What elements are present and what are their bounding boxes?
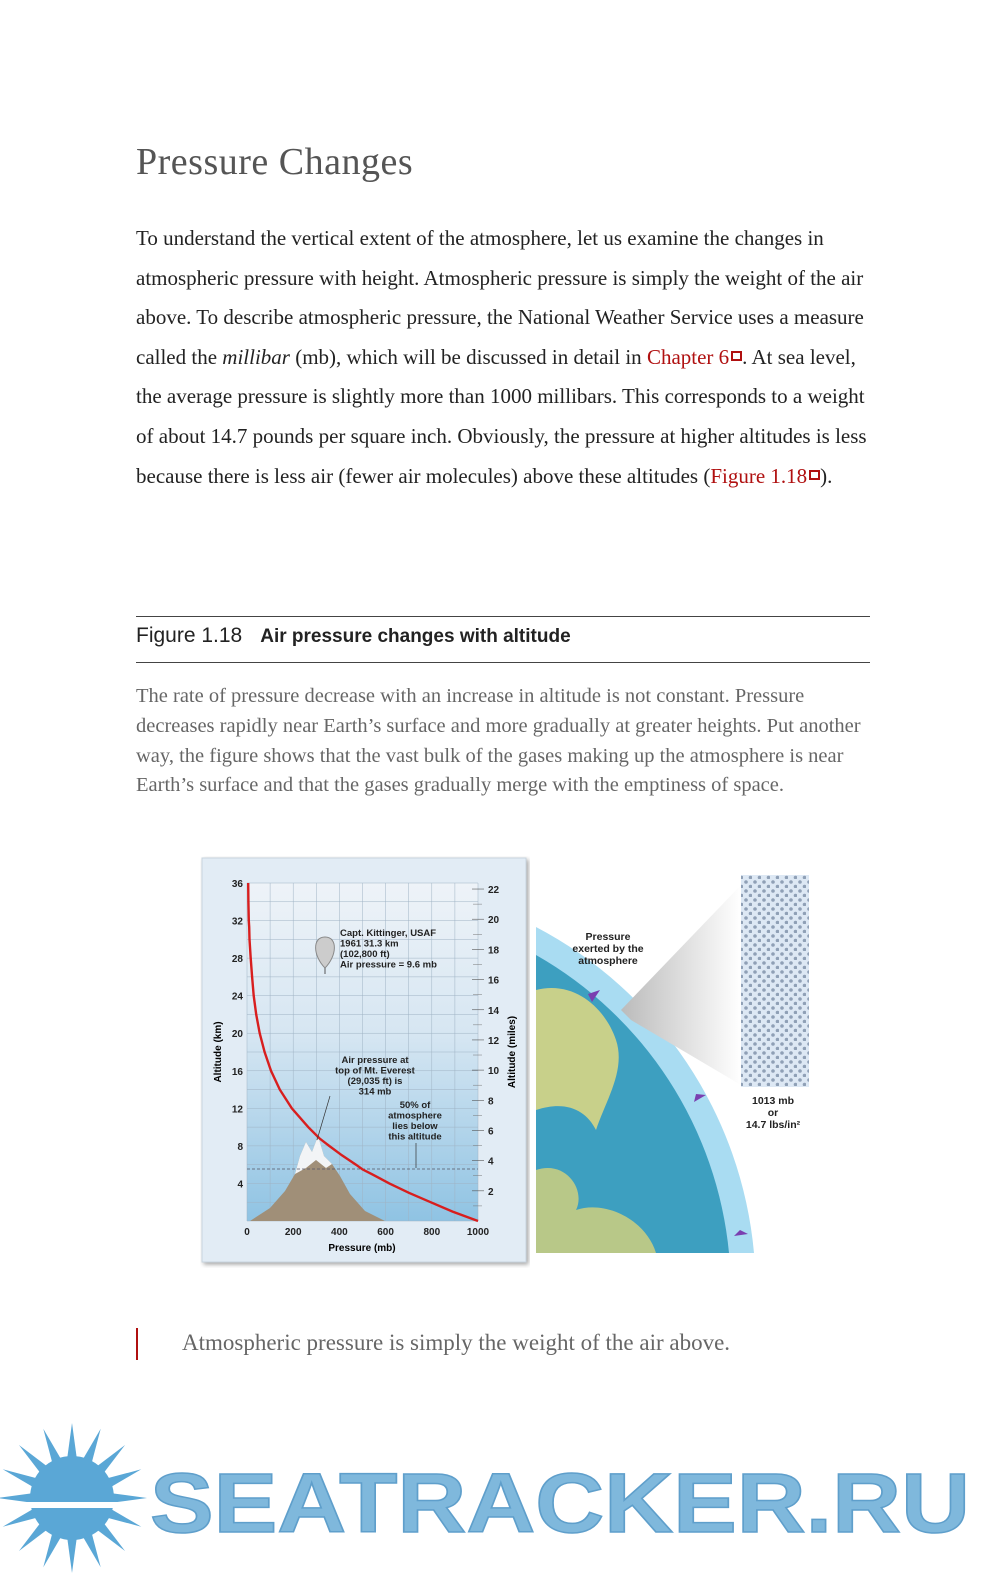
body-text xyxy=(136,219,876,496)
y2-tick-label: 14 xyxy=(488,1005,500,1017)
y-tick-label: 32 xyxy=(231,916,243,928)
pressure-value: 14.7 lbs/in² xyxy=(745,1119,801,1131)
sun-ray xyxy=(83,1533,101,1567)
y-axis-label: Altitude (km) xyxy=(213,1021,224,1083)
figure-heading xyxy=(136,624,571,648)
y2-tick-label: 4 xyxy=(488,1156,494,1168)
globe-label: exerted by the xyxy=(572,943,644,955)
y2-axis-label: Altitude (miles) xyxy=(507,1015,518,1089)
x-tick-label: 200 xyxy=(284,1227,302,1238)
y-tick-label: 24 xyxy=(231,991,243,1003)
chart-annotation: atmosphere xyxy=(388,1110,442,1122)
pressure-altitude-chart xyxy=(200,856,530,1268)
y2-tick-label: 6 xyxy=(488,1126,494,1138)
y2-tick-label: 20 xyxy=(488,915,500,927)
x-tick-label: 600 xyxy=(377,1227,394,1238)
x-tick-label: 400 xyxy=(331,1227,348,1238)
chart-annotation: Capt. Kittinger, USAF xyxy=(340,928,437,939)
sun-ray xyxy=(43,1533,61,1567)
external-link-icon xyxy=(809,470,820,480)
chart-annotation: Air pressure at xyxy=(341,1055,409,1066)
figure-number: Figure 1.18 xyxy=(136,624,243,647)
sun-ray xyxy=(43,1429,61,1463)
sun-ray xyxy=(67,1423,77,1458)
y-tick-label: 36 xyxy=(231,879,243,890)
sun-ray xyxy=(112,1493,147,1503)
y-tick-label: 20 xyxy=(231,1029,243,1041)
sun-ray xyxy=(0,1493,32,1503)
pressure-value: or xyxy=(767,1107,779,1119)
chapter-6-link[interactable] xyxy=(647,345,742,369)
watermark xyxy=(0,1420,998,1584)
air-molecules xyxy=(741,875,809,1087)
x-tick-label: 800 xyxy=(423,1227,441,1238)
pressure-value: 1013 mb xyxy=(751,1095,795,1107)
section-title: Pressure Changes xyxy=(136,141,414,183)
link-label[interactable]: Figure 1.18 xyxy=(710,463,808,488)
x-axis-label: Pressure (mb) xyxy=(328,1243,396,1254)
sun-logo-icon xyxy=(0,1423,147,1573)
body-text-part: ). xyxy=(820,463,833,488)
y2-tick-label: 12 xyxy=(488,1035,500,1047)
chart-annotation: (102,800 ft) xyxy=(340,949,390,960)
y-tick-label: 12 xyxy=(231,1104,243,1116)
y-tick-label: 16 xyxy=(231,1066,243,1078)
y2-tick-label: 22 xyxy=(488,885,500,897)
globe-label: Pressure xyxy=(585,931,631,943)
chart-annotation: Air pressure = 9.6 mb xyxy=(340,959,437,971)
divider xyxy=(136,662,870,663)
figure-title: Air pressure changes with altitude xyxy=(260,626,571,647)
chart-annotation: (29,035 ft) is xyxy=(347,1076,403,1087)
watermark-text: SEATRACKER.RU xyxy=(150,1456,970,1550)
body-text-part: To understand the vertical extent of the atmosphere, let us examine the changes in atmospheric pressure with height. Atmospheric pressure is simply the weight of the air above. To describe atmospheric pressure, the National Weather Service uses a measure called the xyxy=(136,226,864,369)
y2-tick-label: 18 xyxy=(488,945,500,957)
body-text-part: (mb), which will be discussed in detail in xyxy=(289,344,647,369)
y2-tick-label: 2 xyxy=(488,1186,494,1198)
globe-pressure-illustration xyxy=(536,870,816,1255)
chart-annotation: 1961 31.3 km xyxy=(340,938,399,950)
sun-ray xyxy=(107,1509,141,1527)
chart-annotation: 314 mb xyxy=(358,1086,392,1098)
y2-tick-label: 16 xyxy=(488,975,500,987)
chart-annotation: 50% of xyxy=(399,1100,431,1111)
chart-annotation: this altitude xyxy=(388,1131,442,1143)
link-label[interactable]: Chapter 6 xyxy=(646,344,730,369)
divider xyxy=(136,616,870,617)
sun-ray xyxy=(83,1429,101,1463)
y-tick-label: 28 xyxy=(231,954,243,966)
sun-ray xyxy=(107,1469,141,1487)
x-tick-label: 0 xyxy=(244,1227,250,1238)
figure-1-18-link[interactable] xyxy=(710,464,820,488)
sun-ray xyxy=(67,1538,77,1573)
body-text-part: . At sea level, the average pressure is slightly more than 1000 millibars. This corresponds to a weight of about 14.7 pounds per square inch. Obviously, the pressure at higher altitudes is less because there is less air (fewer air molecules) above these altitudes ( xyxy=(136,344,867,488)
chart-annotation: top of Mt. Everest xyxy=(335,1065,415,1077)
pull-quote: Atmospheric pressure is simply the weight of the air above. xyxy=(136,1328,730,1360)
y-tick-label: 8 xyxy=(237,1141,243,1153)
globe-label: atmosphere xyxy=(578,955,638,967)
y-tick-label: 4 xyxy=(237,1179,243,1191)
term-millibar: millibar xyxy=(222,344,290,369)
sun-ray xyxy=(3,1509,37,1527)
external-link-icon xyxy=(731,351,742,361)
y2-tick-label: 10 xyxy=(488,1066,500,1078)
y2-tick-label: 8 xyxy=(488,1096,494,1108)
x-tick-label: 1000 xyxy=(466,1227,490,1238)
figure-caption: The rate of pressure decrease with an increase in altitude is not constant. Pressure decreases rapidly near Earth’s surface and more gradually at greater heights. Put another way, the figure shows that the vast bulk of the gases making up the atmosphere is near Earth’s surface and that the gases gradually merge with the emptiness of space. xyxy=(136,685,861,797)
sun-ray xyxy=(3,1469,37,1487)
chart-annotation: lies below xyxy=(392,1121,438,1132)
